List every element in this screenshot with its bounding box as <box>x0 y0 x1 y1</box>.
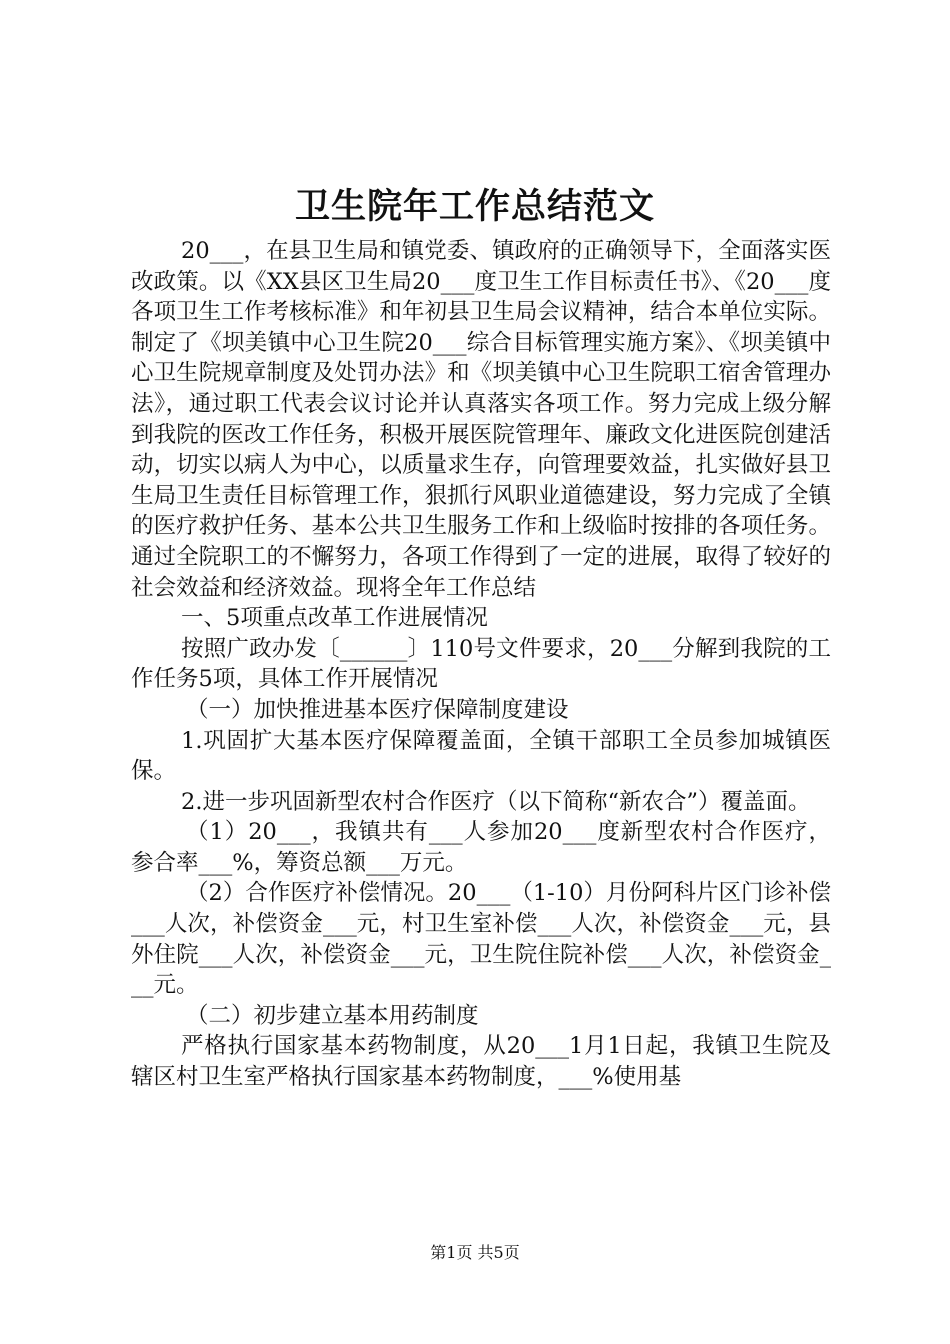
paragraph-subitem-2: （2）合作医疗补偿情况。20___（1-10）月份阿科片区门诊补偿___人次，补偿资金___元，村卫生室补偿___人次，补偿资金___元，县外住院___人次，补偿资金___元，卫生院住院补偿___人次，补偿资金___元。 <box>131 880 831 999</box>
paragraph-subitem-1: （1）20___，我镇共有___人参加20___度新型农村合作医疗，参合率___%，筹资总额___万元。 <box>131 819 831 876</box>
document-title: 卫生院年工作总结范文 <box>294 186 655 227</box>
paragraph-item-1: 1.巩固扩大基本医疗保障覆盖面，全镇干部职工全员参加城镇医保。 <box>131 727 831 785</box>
document-body <box>131 236 831 1093</box>
section-heading-reform: 一、5项重点改革工作进展情况 <box>181 605 488 632</box>
subsection-heading-insurance: （一）加快推进基本医疗保障制度建设 <box>186 696 569 723</box>
paragraph-item-2: 2.进一步巩固新型农村合作医疗（以下简称“新农合”）覆盖面。 <box>181 788 811 815</box>
paragraph-drug-system: 严格执行国家基本药物制度，从20___1月1日起，我镇卫生院及辖区村卫生室严格执行国家基本药物制度，___%使用基 <box>131 1033 831 1091</box>
page-footer: 第1页 共5页 <box>430 1243 520 1262</box>
paragraph-tasks: 按照广政办发〔______〕110号文件要求，20___分解到我院的工作任务5项，具体工作开展情况 <box>131 635 831 693</box>
paragraph-intro: 20___，在县卫生局和镇党委、镇政府的正确领导下，全面落实医改政策。以《XX县区卫生局20___度卫生工作目标责任书》、《20___度各项卫生工作考核标准》和年初县卫生局会议精神，结合本单位实际。制定了《坝美镇中心卫生院20___综合目标管理实施方案》、《坝美镇中心卫生院规章制度及处罚办法》和《坝美镇中心卫生院职工宿舍管理办法》，通过职工代表会议讨论并认真落实各项工作。努力完成上级分解到我院的医改工作任务，积极开展医院管理年、廉政文化进医院创建活动，切实以病人为中心，以质量求生存，向管理要效益，扎实做好县卫生局卫生责任目标管理工作，狠抓行风职业道德建设，努力完成了全镇的医疗救护任务、基本公共卫生服务工作和上级临时按排的各项任务。通过全院职工的不懈努力，各项工作得到了一定的进展，取得了较好的社会效益和经济效益。现将全年工作总结 <box>131 238 831 601</box>
subsection-heading-drugs: （二）初步建立基本用药制度 <box>186 1002 479 1029</box>
